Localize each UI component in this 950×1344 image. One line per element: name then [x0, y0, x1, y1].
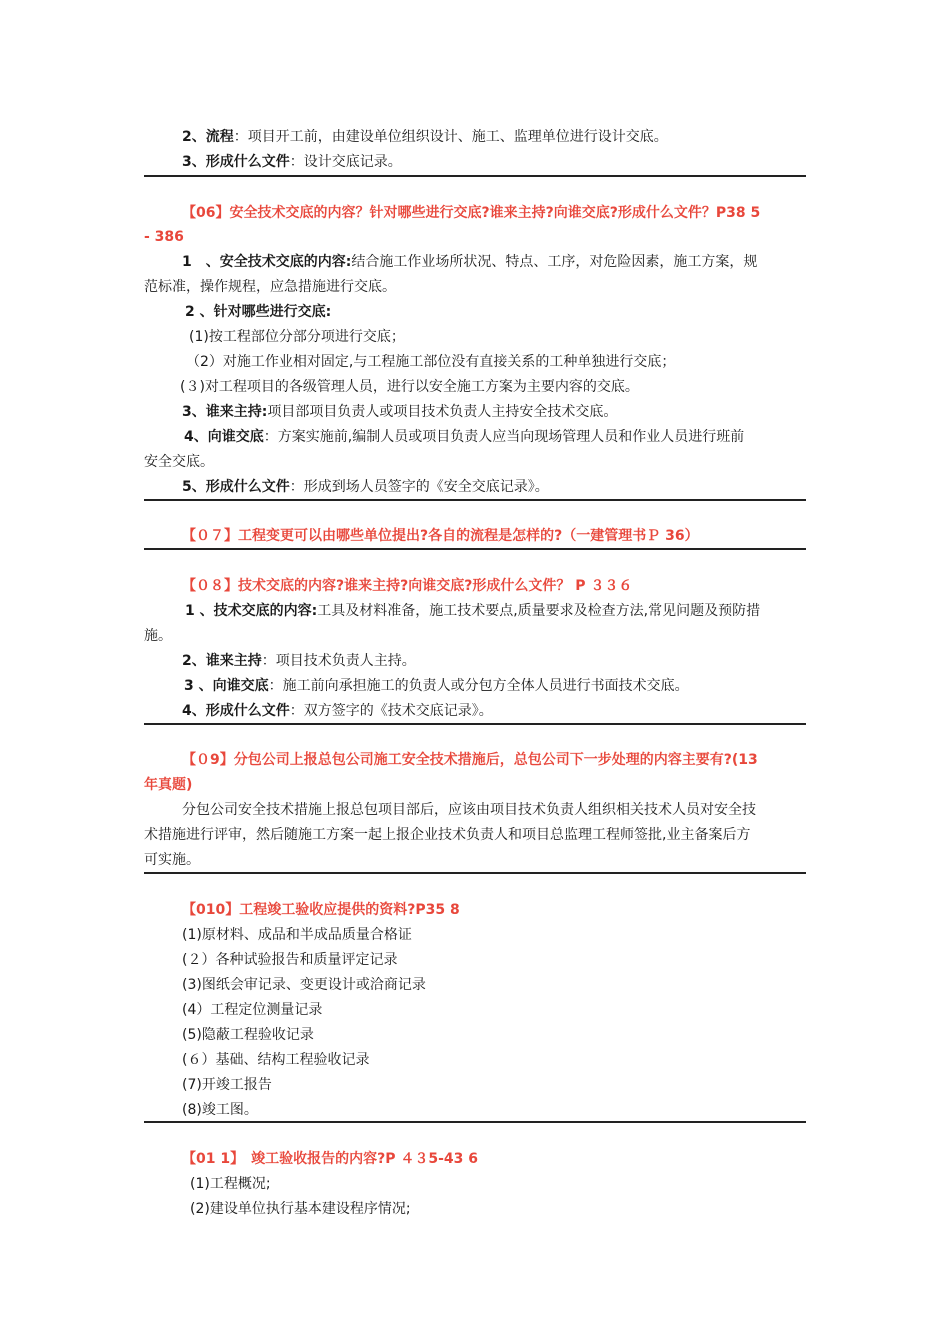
section-divider	[144, 175, 806, 177]
process-line	[182, 127, 668, 147]
list-item: (8)竣工图。	[182, 1102, 258, 1118]
list-item: (1)工程概况;	[190, 1176, 271, 1192]
section-09-body-1: 分包公司安全技术措施上报总包项目部后，应该由项目技术负责人组织相关技术人员对安全技	[182, 802, 756, 818]
section-06-p5: 5、形成什么文件：形成到场人员签字的《安全交底记录》。	[182, 479, 549, 495]
document-label: 3、形成什么文件	[182, 154, 290, 170]
section-06-p4-cont: 安全交底。	[144, 454, 214, 470]
section-08-p1-cont: 施。	[144, 628, 172, 644]
section-08-p3: 3 、向谁交底：施工前向承担施工的负责人或分包方全体人员进行书面技术交底。	[184, 678, 689, 694]
section-divider	[144, 872, 806, 874]
section-06-p3: 3、谁来主持:项目部项目负责人或项目技术负责人主持安全技术交底。	[182, 404, 618, 420]
section-08-p4: 4、形成什么文件：双方签字的《技术交底记录》。	[182, 703, 493, 719]
section-09-title: 【０9】分包公司上报总包公司施工安全技术措施后，总包公司下一步处理的内容主要有?(13	[182, 752, 758, 768]
document-text: ：设计交底记录。	[289, 154, 402, 170]
section-08-p2: 2、谁来主持：项目技术负责人主持。	[182, 653, 416, 669]
section-09-body-3: 可实施。	[144, 852, 200, 868]
section-divider	[144, 723, 806, 725]
section-06-p1: 1 、安全技术交底的内容:结合施工作业场所状况、特点、工序，对危险因素，施工方案，规	[182, 254, 758, 270]
process-label: 2、流程	[182, 129, 234, 145]
section-06-item-2: （2）对施工作业相对固定,与工程施工部位没有直接关系的工种单独进行交底；	[186, 354, 676, 370]
section-06-title: 【06】安全技术交底的内容？针对哪些进行交底?谁来主持?向谁交底?形成什么文件？P38 5	[182, 205, 761, 221]
list-item: (６）基础、结构工程验收记录	[182, 1052, 370, 1068]
process-text: ：项目开工前，由建设单位组织设计、施工、监理单位进行设计交底。	[233, 129, 668, 145]
section-06-p2: 2 、针对哪些进行交底:	[185, 304, 332, 320]
section-08-title: 【０８】技术交底的内容?谁来主持?向谁交底?形成什么文件？ P ３３６	[182, 578, 633, 594]
list-item: (3)图纸会审记录、变更设计或洽商记录	[182, 977, 426, 993]
section-07-title: 【０７】工程变更可以由哪些单位提出?各自的流程是怎样的?（一建管理书Ｐ 36）	[182, 528, 699, 544]
list-item: (7)开竣工报告	[182, 1077, 272, 1093]
section-06-item-1: (1)按工程部位分部分项进行交底；	[189, 329, 405, 345]
list-item: (1)原材料、成品和半成品质量合格证	[182, 927, 412, 943]
list-item: (2)建设单位执行基本建设程序情况;	[190, 1201, 411, 1217]
section-09-title-cont: 年真题)	[144, 777, 193, 793]
section-011-title: 【01 1】 竣工验收报告的内容?P ４３5-43 6	[182, 1151, 479, 1167]
list-item: (4）工程定位测量记录	[182, 1002, 323, 1018]
section-06-item-3: (３)对工程项目的各级管理人员，进行以安全施工方案为主要内容的交底。	[180, 379, 639, 395]
section-06-p4: 4、向谁交底：方案实施前,编制人员或项目负责人应当向现场管理人员和作业人员进行班前	[184, 429, 745, 445]
document-line	[182, 152, 402, 172]
section-divider	[144, 548, 806, 550]
section-08-p1: 1 、技术交底的内容:工具及材料准备，施工技术要点,质量要求及检查方法,常见问题及预防措	[185, 603, 761, 619]
section-06-p1-cont: 范标准，操作规程，应急措施进行交底。	[144, 279, 396, 295]
list-item: (5)隐蔽工程验收记录	[182, 1027, 314, 1043]
list-item: (２）各种试验报告和质量评定记录	[182, 952, 398, 968]
section-06-title-cont: - 386	[144, 229, 184, 245]
section-divider	[144, 1121, 806, 1123]
section-divider	[144, 499, 806, 501]
section-09-body-2: 术措施进行评审，然后随施工方案一起上报企业技术负责人和项目总监理工程师签批,业主备案后方	[144, 827, 751, 843]
section-010-title: 【010】工程竣工验收应提供的资料?P35 8	[182, 902, 460, 918]
